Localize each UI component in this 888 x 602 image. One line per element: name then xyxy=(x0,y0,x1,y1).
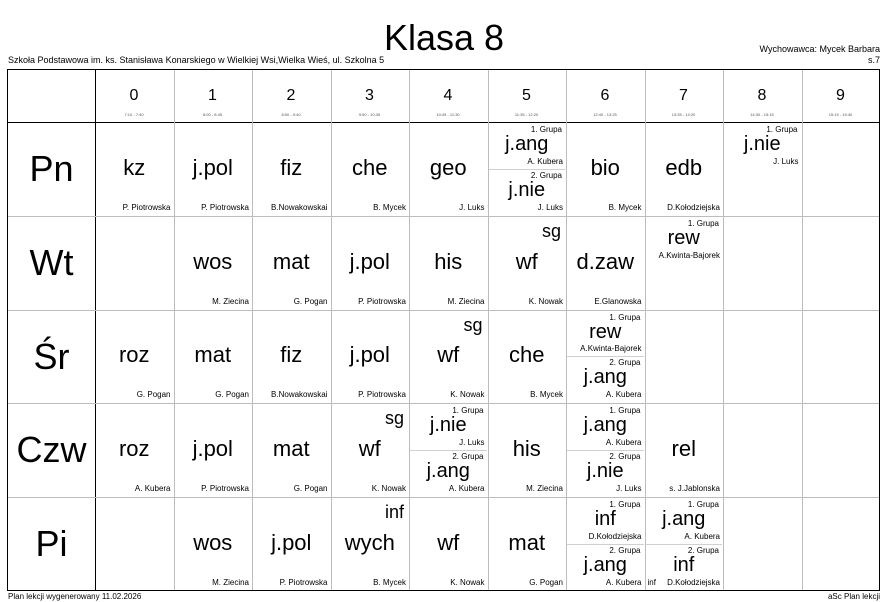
lesson-teacher: A.Kwinta-Bajorek xyxy=(658,250,720,260)
period-number: 5 xyxy=(522,87,531,104)
lesson-cell[interactable] xyxy=(489,404,566,496)
lesson-cell[interactable] xyxy=(253,311,330,403)
lesson-teacher: B. Mycek xyxy=(373,577,406,587)
period-number: 8 xyxy=(757,87,767,104)
lesson-teacher: K. Nowak xyxy=(450,577,485,587)
period-number: 9 xyxy=(836,87,845,104)
lesson-teacher: A. Kubera xyxy=(605,577,642,587)
period-number: 1 xyxy=(208,87,217,104)
group-label: 2. Grupa xyxy=(687,546,719,556)
day-label: Pi xyxy=(35,523,68,565)
lesson-subject: j.ang xyxy=(583,414,627,437)
period-time: 12:40 - 13:25 xyxy=(593,112,617,117)
period-number: 2 xyxy=(286,87,296,104)
lesson-cell[interactable] xyxy=(332,311,409,403)
lesson-teacher: G. Pogan xyxy=(529,577,563,587)
lesson-cell[interactable] xyxy=(96,123,173,215)
group-divider xyxy=(646,544,723,545)
lesson-teacher: J. Luks xyxy=(773,156,799,166)
lesson-teacher: J. Luks xyxy=(537,202,563,212)
timetable-grid xyxy=(7,69,880,591)
group-divider xyxy=(567,450,644,451)
lesson-subject: j.nie xyxy=(586,460,624,483)
lesson-subject: edb xyxy=(665,154,703,180)
lesson-cell[interactable] xyxy=(410,217,487,309)
period-time: 8:00 - 8:45 xyxy=(202,112,223,117)
lesson-teacher: E.Glanowska xyxy=(594,296,642,306)
lesson-cell[interactable] xyxy=(646,123,723,215)
lesson-subject: mat xyxy=(194,342,232,368)
lesson-cell[interactable] xyxy=(175,404,252,496)
lesson-teacher: B. Mycek xyxy=(530,390,563,400)
group-divider xyxy=(410,450,487,451)
lesson-subject: j.nie xyxy=(508,178,546,201)
lesson-teacher: A. Kubera xyxy=(448,484,485,494)
lesson-cell[interactable] xyxy=(567,217,644,309)
lesson-cell[interactable] xyxy=(410,498,487,590)
day-label: Śr xyxy=(33,335,70,377)
lesson-teacher: G. Pogan xyxy=(215,390,249,400)
lesson-teacher: M. Ziecina xyxy=(212,577,249,587)
lesson-subject: wf xyxy=(437,530,460,556)
day-label: Czw xyxy=(16,429,87,471)
group-label: 1. Grupa xyxy=(609,406,641,416)
lesson-room: sg xyxy=(541,220,561,241)
lesson-teacher: M. Ziecina xyxy=(212,296,249,306)
group-label: 2. Grupa xyxy=(609,358,641,368)
lesson-teacher: M. Ziecina xyxy=(526,484,563,494)
lesson-subject: d.zaw xyxy=(576,248,634,274)
lesson-subject: mat xyxy=(272,248,310,274)
group-label: 1. Grupa xyxy=(609,500,641,510)
lesson-room: sg xyxy=(463,314,483,335)
period-number: 0 xyxy=(129,87,139,104)
lesson-teacher: A.Kwinta-Bajorek xyxy=(580,344,642,354)
lesson-cell[interactable] xyxy=(253,217,330,309)
lesson-teacher: s. J.Jablonska xyxy=(669,484,720,494)
lesson-teacher: A. Kubera xyxy=(684,532,720,542)
lesson-teacher: B. Mycek xyxy=(608,202,642,212)
lesson-subject: wych xyxy=(344,530,395,556)
room-number: s.7 xyxy=(867,55,880,65)
lesson-subject: wf xyxy=(358,436,381,462)
lesson-cell[interactable] xyxy=(175,311,252,403)
lesson-subject: j.pol xyxy=(271,530,312,556)
lesson-subject: inf xyxy=(673,554,695,577)
lesson-teacher: D.Kołodziejska xyxy=(667,577,720,587)
lesson-teacher: P. Piotrowska xyxy=(358,390,406,400)
lesson-teacher: K. Nowak xyxy=(371,484,406,494)
lesson-teacher: A. Kubera xyxy=(605,390,642,400)
footer-generated: Plan lekcji wygenerowany 11.02.2026 xyxy=(8,592,142,601)
lesson-subject: fiz xyxy=(280,342,303,368)
lesson-cell[interactable] xyxy=(410,123,487,215)
lesson-cell[interactable] xyxy=(253,498,330,590)
lesson-subject: his xyxy=(434,248,463,274)
lesson-subject: bio xyxy=(590,154,620,180)
group-label: 2. Grupa xyxy=(530,170,562,180)
lesson-subject: inf xyxy=(594,508,616,531)
period-time: 13:35 - 14:20 xyxy=(671,112,696,117)
lesson-cell[interactable] xyxy=(332,123,409,215)
lesson-subject: roz xyxy=(118,342,150,368)
lesson-subject: rew xyxy=(667,226,700,249)
period-time: 9:50 - 10:35 xyxy=(358,112,381,117)
lesson-subject: j.ang xyxy=(583,554,627,577)
group-divider xyxy=(567,544,644,545)
page-title: Klasa 8 xyxy=(383,17,505,58)
lesson-subject: wos xyxy=(193,248,233,274)
period-time: 8:50 - 9:40 xyxy=(281,112,301,117)
lesson-cell[interactable] xyxy=(646,498,723,590)
lesson-subject: mat xyxy=(508,530,546,556)
lesson-cell[interactable] xyxy=(175,123,252,215)
lesson-subject: mat xyxy=(272,436,310,462)
group-label: 1. Grupa xyxy=(766,125,798,134)
lesson-cell[interactable] xyxy=(253,404,330,496)
lesson-teacher: A. Kubera xyxy=(527,156,563,166)
lesson-cell[interactable] xyxy=(175,498,252,590)
lesson-subject: kz xyxy=(123,154,146,180)
period-time: 7:10 - 7:40 xyxy=(124,112,144,117)
group-label: 1. Grupa xyxy=(609,312,641,322)
lesson-room: sg xyxy=(384,408,404,429)
period-time: 14:30 - 15:15 xyxy=(750,112,774,117)
lesson-teacher: A. Kubera xyxy=(605,438,642,448)
lesson-cell[interactable] xyxy=(332,217,409,309)
lesson-teacher: J. Luks xyxy=(459,438,485,448)
period-number: 7 xyxy=(679,87,688,104)
lesson-teacher: P. Piotrowska xyxy=(201,484,249,494)
group-divider xyxy=(489,169,566,170)
lesson-teacher: K. Nowak xyxy=(450,390,485,400)
lesson-room: inf xyxy=(647,577,656,587)
day-label: Pn xyxy=(29,147,74,189)
group-label: 1. Grupa xyxy=(452,406,484,416)
lesson-subject: his xyxy=(512,436,541,462)
period-number: 4 xyxy=(443,87,453,104)
lesson-subject: roz xyxy=(118,436,150,462)
period-number: 6 xyxy=(600,87,610,104)
group-label: 1. Grupa xyxy=(530,125,562,134)
lesson-teacher: P. Piotrowska xyxy=(279,577,328,587)
lesson-cell[interactable] xyxy=(567,311,644,403)
lesson-subject: rew xyxy=(589,320,622,343)
lesson-room: inf xyxy=(384,502,404,523)
lesson-cell[interactable] xyxy=(96,311,173,403)
group-label: 1. Grupa xyxy=(687,500,719,510)
footer-brand: aSc Plan lekcji xyxy=(827,592,880,601)
lesson-teacher: B. Mycek xyxy=(373,202,406,212)
lesson-teacher: B.Nowakowskai xyxy=(271,390,328,400)
lesson-subject: j.pol xyxy=(349,342,390,368)
lesson-cell[interactable] xyxy=(96,404,173,496)
lesson-subject: wf xyxy=(515,248,538,274)
school-name: Szkoła Podstawowa im. ks. Stanisława Konarskiego w Wielkiej Wsi,Wielka Wieś, ul. Szkolna 5 xyxy=(8,55,385,65)
column-divider xyxy=(802,70,803,590)
lesson-teacher: P. Piotrowska xyxy=(358,296,406,306)
lesson-subject: j.nie xyxy=(743,133,781,155)
lesson-cell[interactable] xyxy=(410,311,487,403)
lesson-subject: j.ang xyxy=(662,508,706,531)
lesson-teacher: M. Ziecina xyxy=(447,296,485,306)
lesson-subject: che xyxy=(509,342,545,368)
lesson-teacher: P. Piotrowska xyxy=(122,202,171,212)
group-label: 2. Grupa xyxy=(609,546,641,556)
lesson-subject: j.pol xyxy=(192,154,233,180)
day-label: Wt xyxy=(29,241,74,283)
lesson-teacher: G. Pogan xyxy=(293,484,328,494)
lesson-subject: wos xyxy=(193,530,233,556)
lesson-teacher: D.Kołodziejska xyxy=(667,202,720,212)
class-tutor: Wychowawca: Mycek Barbara xyxy=(759,44,880,54)
lesson-cell[interactable] xyxy=(489,123,566,215)
lesson-subject: j.ang xyxy=(505,133,549,155)
lesson-subject: fiz xyxy=(280,154,303,180)
lesson-teacher: J. Luks xyxy=(616,484,642,494)
period-time: 15:15 - 15:40 xyxy=(828,112,853,117)
lesson-cell[interactable] xyxy=(724,123,801,215)
period-number: 3 xyxy=(365,87,374,104)
lesson-teacher: A. Kubera xyxy=(134,484,171,494)
lesson-cell[interactable] xyxy=(489,217,566,309)
lesson-cell[interactable] xyxy=(567,498,644,590)
lesson-teacher: P. Piotrowska xyxy=(201,202,249,212)
group-divider xyxy=(567,356,644,357)
lesson-teacher: K. Nowak xyxy=(528,296,563,306)
lesson-cell[interactable] xyxy=(489,311,566,403)
lesson-subject: j.pol xyxy=(349,248,390,274)
lesson-subject: j.ang xyxy=(583,366,627,389)
lesson-teacher: G. Pogan xyxy=(293,296,328,306)
lesson-cell[interactable] xyxy=(253,123,330,215)
lesson-teacher: D.Kołodziejska xyxy=(588,532,642,542)
lesson-subject: rel xyxy=(671,436,696,462)
lesson-subject: wf xyxy=(437,342,460,368)
lesson-cell[interactable] xyxy=(332,404,409,496)
group-label: 2. Grupa xyxy=(452,452,484,462)
lesson-cell[interactable] xyxy=(646,404,723,496)
lesson-subject: che xyxy=(352,154,388,180)
lesson-teacher: J. Luks xyxy=(459,202,485,212)
lesson-cell[interactable] xyxy=(410,404,487,496)
lesson-cell[interactable] xyxy=(175,217,252,309)
lesson-cell[interactable] xyxy=(567,123,644,215)
lesson-cell[interactable] xyxy=(646,217,723,309)
group-label: 2. Grupa xyxy=(609,452,641,462)
lesson-subject: geo xyxy=(429,154,467,180)
lesson-subject: j.ang xyxy=(426,460,470,483)
lesson-teacher: B.Nowakowskai xyxy=(271,202,328,212)
period-time: 10:45 - 11:30 xyxy=(436,112,460,117)
lesson-cell[interactable] xyxy=(332,498,409,590)
lesson-cell[interactable] xyxy=(567,404,644,496)
lesson-subject: j.nie xyxy=(429,414,467,437)
lesson-subject: j.pol xyxy=(192,436,233,462)
group-label: 1. Grupa xyxy=(687,218,719,228)
lesson-teacher: G. Pogan xyxy=(136,390,171,400)
period-time: 11:35 - 12:20 xyxy=(514,112,539,117)
lesson-cell[interactable] xyxy=(489,498,566,590)
